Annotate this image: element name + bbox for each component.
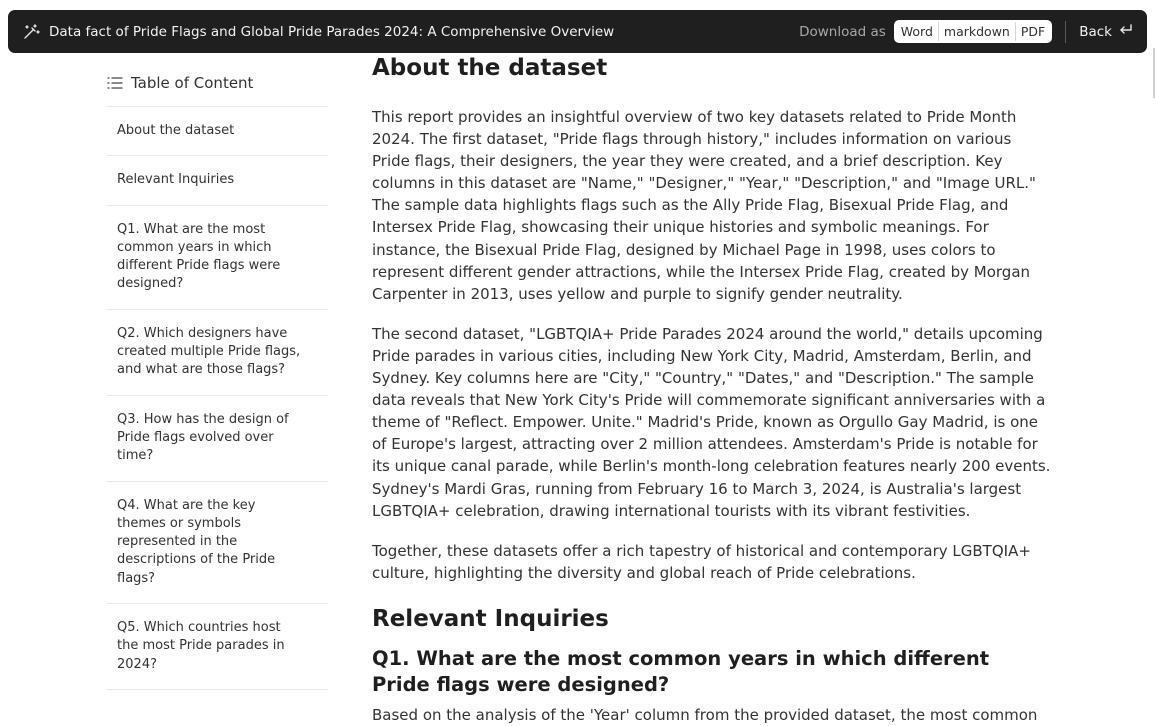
download-label: Download as [799,23,886,40]
q1-answer-text: Based on the analysis of the 'Year' column from the provided dataset, the most common [372,705,1038,724]
magic-wand-icon [22,23,40,41]
return-icon [1118,23,1133,40]
toc-item-q5[interactable]: Q5. Which countries host the most Pride parades in 2024? [107,604,328,690]
relevant-inquiries-heading: Relevant Inquiries [372,605,609,632]
toc-item-relevant-inquiries[interactable]: Relevant Inquiries [107,156,328,205]
top-bar [8,10,1147,53]
download-markdown-button[interactable]: markdown [938,22,1015,41]
download-format-group [894,20,1052,43]
download-pdf-button[interactable]: PDF [1015,22,1050,41]
about-paragraph-2: The second dataset, "LGBTQIA+ Pride Parades 2024 around the world," details upcoming Pride parades in various cities, including New York City, Madrid, Amsterdam, Berlin, and Sydney. Key columns here are "City," "Country," "Dates," and "Description." The sample data reveals that New York City's Pride will commemorate significant anniversaries with a theme of "Reflect. Empower. Unite." Madrid's Pride, known as Orgullo Gay Madrid, is one of Europe's largest, attracting over 2 million attendees. Amsterdam's Pride is notable for its unique canal parade, while Berlin's month-long celebration features nearly 200 events. Sydney's Mardi Gras, running from February 16 to March 3, 2024, is Australia's largest LGBTQIA+ celebration, drawing international tourists with its vibrant festivities. [372,324,1051,520]
toc-item-q1[interactable]: Q1. What are the most common years in which different Pride flags were designed? [107,206,328,310]
back-label: Back [1079,23,1112,40]
download-word-button[interactable]: Word [900,24,933,39]
about-paragraph-1: This report provides an insightful overview of two key datasets related to Pride Month 2024. The first dataset, "Pride flags through history," includes information on various Pride flags, their designers, the year they were created, and a brief description. Key columns in this dataset are "Name," "Designer," "Year," "Description," and "Image URL." The sample data highlights flags such as the Ally Pride Flag, Bisexual Pride Flag, and Intersex Pride Flag, showcasing their unique histories and symbolic meanings. For instance, the Bisexual Pride Flag, designed by Michael Page in 1998, uses colors to represent different gender attractions, while the Intersex Pride Flag, created by Morgan Carpenter in 2013, uses yellow and purple to signify gender neutrality. [372,108,1036,303]
about-dataset-heading: About the dataset [372,55,608,81]
back-button[interactable] [1079,23,1133,40]
q1-heading: Q1. What are the most common years in which different Pride flags were designed? [372,646,990,696]
toc-item-q4[interactable]: Q4. What are the key themes or symbols represented in the descriptions of the Pride flags? [107,482,328,604]
page-title: Data fact of Pride Flags and Global Pride Parades 2024: A Comprehensive Overview [49,23,615,40]
toc-item-q3[interactable]: Q3. How has the design of Pride flags evolved over time? [107,396,328,482]
toc-heading [107,60,328,107]
toc-item-about-dataset[interactable]: About the dataset [107,107,328,156]
toc-heading-label: Table of Content [131,74,254,92]
list-icon [107,76,123,90]
table-of-contents [107,60,328,690]
toolbar-divider [1065,21,1066,43]
report-content [372,52,1052,726]
toc-item-q2[interactable]: Q2. Which designers have created multiple Pride flags, and what are those flags? [107,310,328,396]
about-paragraph-3: Together, these datasets offer a rich tapestry of historical and contemporary LGBTQIA+ culture, highlighting the diversity and global reach of Pride celebrations. [372,541,1031,582]
